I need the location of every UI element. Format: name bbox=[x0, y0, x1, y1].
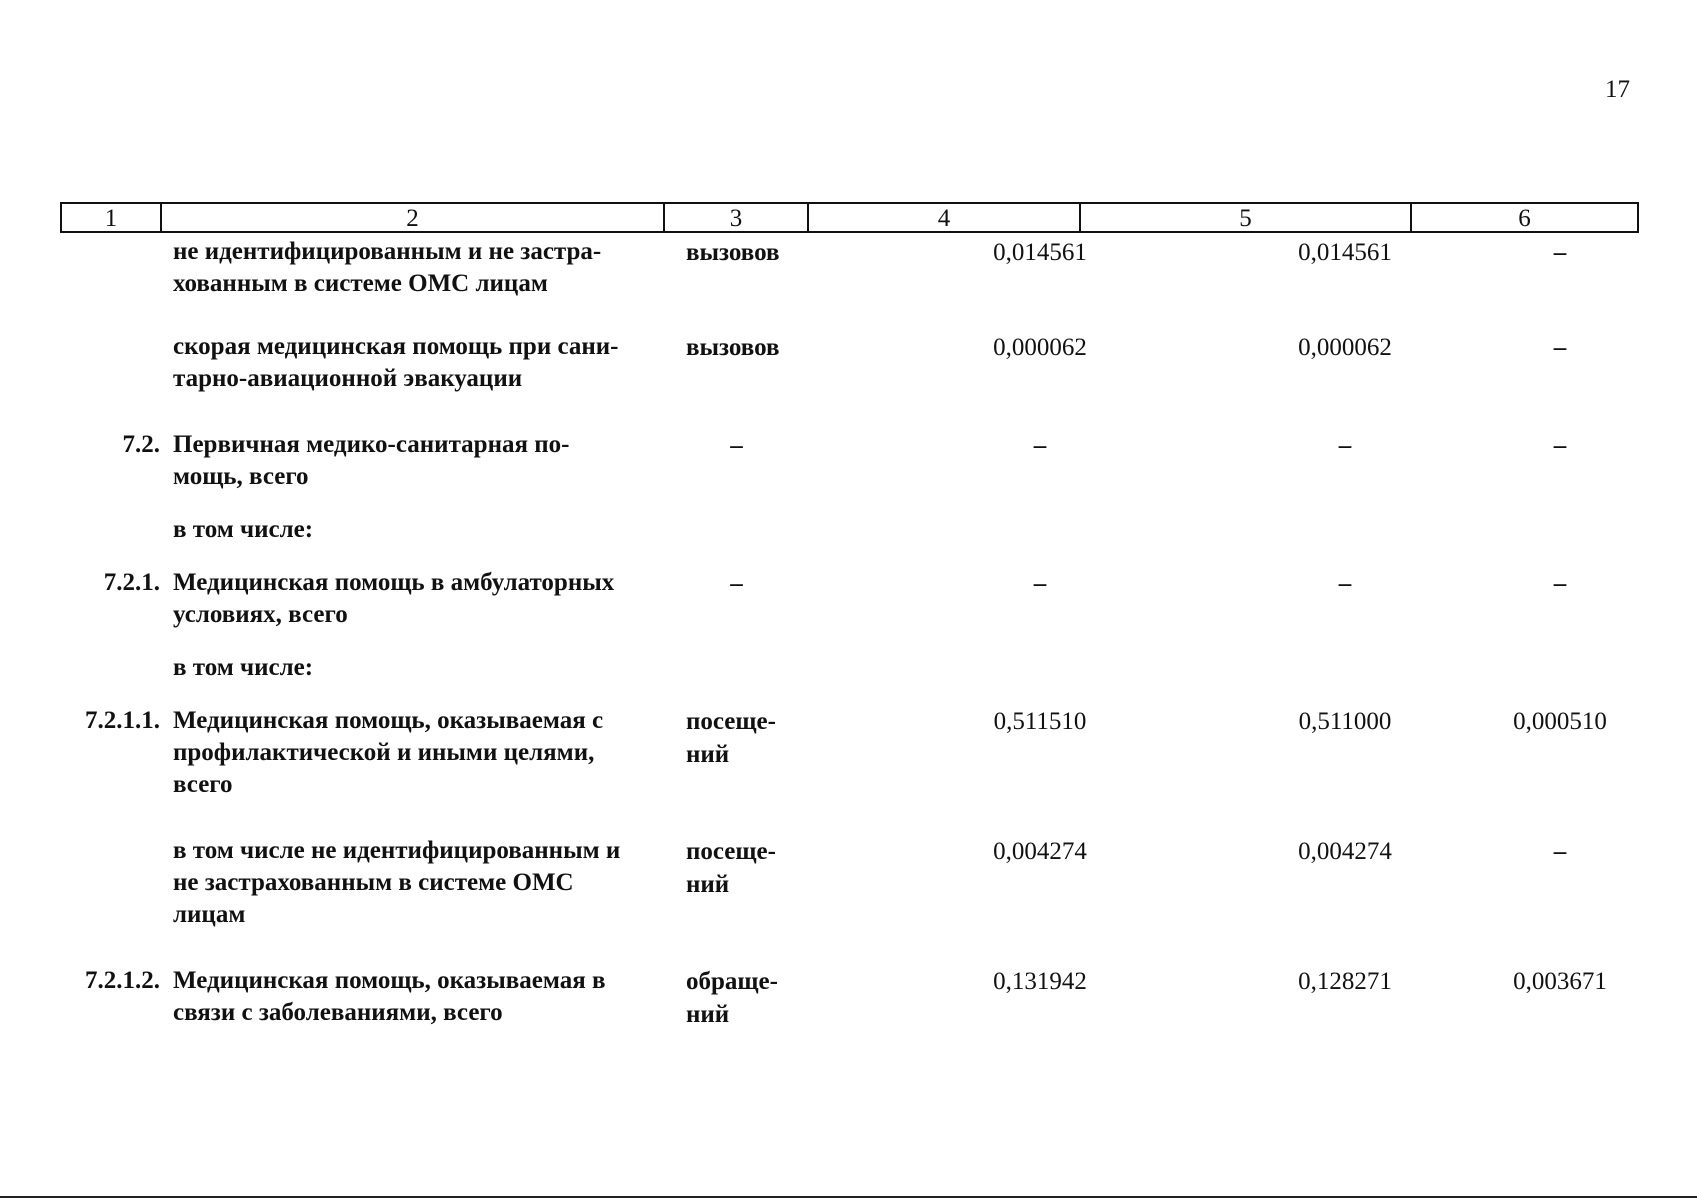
row-value-col6: – bbox=[1553, 432, 1567, 459]
row-value-col5: 0,128271 bbox=[1298, 968, 1392, 995]
row-value-col4: 0,004274 bbox=[993, 838, 1087, 865]
row-unit: обраще- ний bbox=[686, 968, 778, 1028]
row-number: 7.2. bbox=[122, 431, 160, 458]
row-value-col4: – bbox=[1033, 570, 1047, 597]
row-value-col5: 0,014561 bbox=[1298, 239, 1392, 266]
page-number: 17 bbox=[1605, 76, 1630, 103]
row-value-col5: – bbox=[1338, 570, 1352, 597]
row-description: Первичная медико-санитарная по- мощь, всего bbox=[173, 431, 570, 490]
row-value-col4: 0,131942 bbox=[993, 968, 1087, 995]
row-value-col5: 0,000062 bbox=[1298, 334, 1392, 361]
row-value-col6: 0,000510 bbox=[1513, 708, 1607, 735]
table-header-row bbox=[60, 202, 1639, 233]
row-description: скорая медицинская помощь при сани- тарно-авиационной эвакуации bbox=[173, 333, 619, 392]
row-number: 7.2.1.1. bbox=[85, 707, 160, 734]
row-value-col4: 0,511510 bbox=[993, 708, 1087, 735]
row-unit: посеще- ний bbox=[686, 708, 776, 768]
row-description: Медицинская помощь, оказываемая в связи с заболеваниями, всего bbox=[173, 967, 606, 1026]
row-value-col4: 0,014561 bbox=[993, 239, 1087, 266]
row-value-col5: 0,511000 bbox=[1298, 708, 1392, 735]
header-col-1: 1 bbox=[60, 202, 160, 233]
row-value-col6: – bbox=[1553, 838, 1567, 865]
row-description: в том числе не идентифицированным и не застрахованным в системе ОМС лицам bbox=[173, 837, 621, 928]
header-col-2: 2 bbox=[160, 202, 663, 233]
header-col-5: 5 bbox=[1079, 202, 1410, 233]
header-col-4: 4 bbox=[807, 202, 1079, 233]
row-value-col6: 0,003671 bbox=[1513, 968, 1607, 995]
row-value-col6: – bbox=[1553, 334, 1567, 361]
header-col-3: 3 bbox=[663, 202, 807, 233]
row-unit: – bbox=[730, 432, 743, 459]
header-col-6: 6 bbox=[1410, 202, 1639, 233]
row-value-col4: – bbox=[1033, 432, 1047, 459]
row-value-col6: – bbox=[1553, 239, 1567, 266]
row-description: не идентифицированным и не застра- хованным в системе ОМС лицам bbox=[173, 238, 602, 297]
row-number: 7.2.1. bbox=[103, 569, 160, 596]
row-value-col6: – bbox=[1553, 570, 1567, 597]
row-number: 7.2.1.2. bbox=[85, 967, 160, 994]
row-unit: вызовов bbox=[686, 239, 780, 266]
row-value-col5: 0,004274 bbox=[1298, 838, 1392, 865]
row-description: в том числе: bbox=[173, 516, 314, 543]
page-bottom-rule bbox=[0, 1196, 1697, 1198]
row-value-col4: 0,000062 bbox=[993, 334, 1087, 361]
row-description: в том числе: bbox=[173, 654, 314, 681]
row-unit: посеще- ний bbox=[686, 838, 776, 898]
row-value-col5: – bbox=[1338, 432, 1352, 459]
row-unit: – bbox=[730, 570, 743, 597]
row-unit: вызовов bbox=[686, 334, 780, 361]
row-description: Медицинская помощь в амбулаторных условиях, всего bbox=[173, 569, 615, 628]
row-description: Медицинская помощь, оказываемая с профилактической и иными целями, всего bbox=[173, 707, 604, 798]
